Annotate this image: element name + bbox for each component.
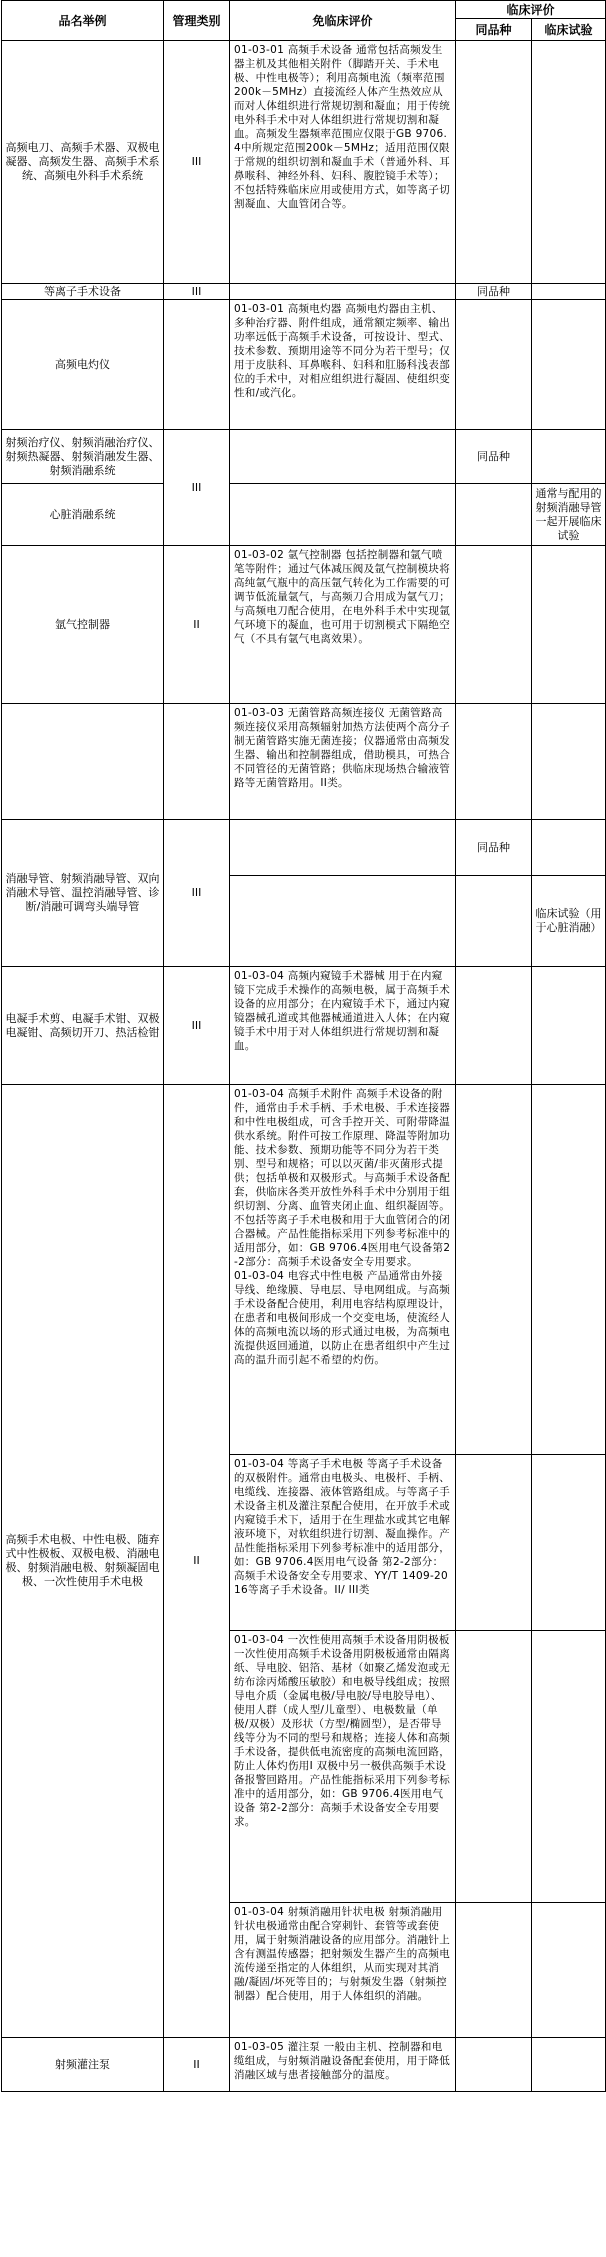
table-row [2, 484, 606, 546]
class-cell: II [164, 1085, 230, 2038]
clinical-trial-cell [532, 704, 606, 820]
header-name-examples: 品名举例 [2, 1, 164, 41]
class-cell: III [164, 41, 230, 284]
description-cell [230, 1631, 456, 1903]
description-text: 01-03-03 无菌管路高频连接仪 无菌管路高频连接仪采用高频辐射加热方法使两个高分子制无菌管路实施无菌连接；仪器通常由高频发生器、输出和控制器组成，借助模具，可热合不同管径的无菌管路；供临床现场热合输液管路等无菌管路用。II类。 [234, 707, 450, 789]
same-variety-cell [456, 704, 532, 820]
description-cell [230, 1903, 456, 2038]
table-row [2, 546, 606, 704]
class-cell: III [164, 284, 230, 300]
description-text: 01-03-04 射频消融用针状电极 射频消融用针状电极通常由配合穿刺针、套管等或套使用，属于射频消融设备的应用部分。消融针上含有测温传感器；把射频发生器产生的高频电流传递至指定的人体组织，从而实现对其消融/凝固/坏死等目的；与射频发生器（射频控制器）配合使用，用于人体组织的消融。 [234, 1906, 450, 2002]
class-cell [164, 704, 230, 820]
same-variety-cell [456, 876, 532, 967]
description-cell [230, 1455, 456, 1631]
same-variety-cell [456, 300, 532, 430]
clinical-trial-cell: 临床试验（用于心脏消融） [532, 876, 606, 967]
table-row [2, 430, 606, 484]
name-cell [2, 704, 164, 820]
name-cell: 高频电刀、高频手术器、双极电凝器、高频发生器、高频手术系统、高频电外科手术系统 [2, 41, 164, 284]
name-cell: 高频电灼仪 [2, 300, 164, 430]
table-row [2, 300, 606, 430]
clinical-evaluation-table [1, 0, 606, 2092]
table-row [2, 820, 606, 876]
description-cell [230, 41, 456, 284]
name-cell: 高频手术电极、中性电极、随弃式中性极板、双极电极、消融电极、射频消融电极、射频凝固电极、一次性使用手术电极 [2, 1085, 164, 2038]
class-cell: III [164, 430, 230, 546]
description-cell [230, 876, 456, 967]
same-variety-cell [456, 1631, 532, 1903]
clinical-trial-cell [532, 1455, 606, 1631]
name-cell: 电凝手术剪、电凝手术钳、双极电凝钳、高频切开刀、热活检钳 [2, 967, 164, 1085]
same-variety-cell [456, 1085, 532, 1455]
name-cell: 氩气控制器 [2, 546, 164, 704]
description-cell [230, 2038, 456, 2092]
same-variety-cell [456, 546, 532, 704]
same-variety-cell [456, 2038, 532, 2092]
description-cell [230, 704, 456, 820]
clinical-trial-cell: 通常与配用的射频消融导管一起开展临床试验 [532, 484, 606, 546]
table-row [2, 704, 606, 820]
same-variety-cell [456, 1455, 532, 1631]
class-cell: II [164, 2038, 230, 2092]
description-text: 01-03-01 高频手术设备 通常包括高频发生器主机及其他相关附件（脚踏开关、手术电极、中性电极等）；利用高频电流（频率范围200k－5MHz）直接流经人体产生热效应从而对人体组织进行常规切割和凝血；用于传统电外科手术中对人体组织进行常规切割和凝血。高频发生器频率范围应仅限于GB 9706.4中所规定范围200k－5MHz；适用范围仅限于常规的组织切割和凝血手术（普通外科、耳鼻喉科、神经外科、妇科、腹腔镜手术等）；不包括特殊临床应用或使用方式，如等离子切割凝血、大血管闭合等。 [234, 44, 450, 210]
description-text: 01-03-04 高频手术附件 高频手术设备的附件，通常由手术手柄、手术电极、手术连接器和中性电极组成，可含手控开关、可附带降温供水系统。附件可按工作原理、降温等附加功能、技术参数、预期功能等不同分为若干类别、型号和规格；可以以灭菌/非灭菌形式提供；包括单极和双极形式。与高频手术设备配套，供临床各类开放性外科手术中分别用于组织切割、分离、血管夹闭止血、组织凝固等。不包括等离子手术电极和用于大血管闭合的闭合器械。产品性能指标采用下列参考标准中的适用部分，如：GB 9706.4医用电气设备第2-2部分：高频手术设备安全专用要求。 01-03-04 电容式中性电极 产品通常由外接导线、绝缘膜、导电层、导电网组成。与高频手术设备配合使用，利用电容结构原理设计，在患者和电极间形成一个交变电场，使流经人体的高频电流以场的形式通过电极，为高频电流提供返回通道，以防止在患者组织中产生过高的温升而引起不希望的灼伤。 [234, 1088, 451, 1366]
description-text: 01-03-04 一次性使用高频手术设备用阴极板 一次性使用高频手术设备用阴极板通常由隔离纸、导电胶、铝箔、基材（如聚乙烯发泡或无纺布涂丙烯酸压敏胶）和电极导线组成；按照导电介质（金属电极/导电胶/导电胶导电）、使用人群（成人型/儿童型）、电极数量（单极/双极）及形状（方型/椭圆型），是否带导线等分为不同的型号和规格；连接人体和高频手术设备，提供低电流密度的高频电流回路，防止人体灼伤用I 双极中另一极供高频手术设备报警回路用。产品性能指标采用下列参考标准中的适用部分，如：GB 9706.4医用电气设备 第2-2部分：高频手术设备安全专用要求。 [234, 1634, 454, 1828]
description-text: 01-03-04 等离子手术电极 等离子手术设备的双极附件。通常由电极头、电极杆、手柄、电缆线、连接器、液体管路组成。与等离子手术设备主机及灌注泵配合使用，在开放手术或内窥镜手术下，适用于在生理盐水或其它电解液环境下，对软组织进行切割、凝血操作。产品性能指标采用下列参考标准中的适用部分，如：GB 9706.4医用电气设备 第2-2部分：高频手术设备安全专用要求、YY/T 1409-2016等离子手术设备。II/ III类 [234, 1458, 450, 1596]
class-cell: III [164, 967, 230, 1085]
table-row [2, 1085, 606, 1455]
clinical-trial-cell [532, 300, 606, 430]
description-text: 01-03-01 高频电灼器 高频电灼器由主机、多种治疗器、附件组成，通常额定频率、输出功率远低于高频手术设备，可按设计、型式、技术参数、预期用途等不同分为若干型号；仅用于皮肤科、耳鼻喉科、妇科和肛肠科浅表部位的手术中，对相应组织进行凝固、使组织变性和/或汽化。 [234, 303, 450, 399]
description-cell [230, 430, 456, 484]
table-row [2, 2038, 606, 2092]
clinical-trial-cell [532, 820, 606, 876]
clinical-trial-cell [532, 1903, 606, 2038]
same-variety-cell [456, 41, 532, 284]
description-cell [230, 484, 456, 546]
same-variety-cell [456, 967, 532, 1085]
clinical-trial-cell [532, 967, 606, 1085]
header-management-class: 管理类别 [164, 1, 230, 41]
table-row [2, 284, 606, 300]
same-variety-cell [456, 484, 532, 546]
name-cell: 心脏消融系统 [2, 484, 164, 546]
description-cell [230, 546, 456, 704]
header-clinical-trial: 临床试验 [532, 19, 606, 41]
clinical-trial-cell [532, 546, 606, 704]
name-cell: 射频治疗仪、射频消融治疗仪、射频热凝器、射频消融发生器、射频消融系统 [2, 430, 164, 484]
table-row [2, 41, 606, 284]
same-variety-cell [456, 1903, 532, 2038]
header-clinical-evaluation: 临床评价 [456, 1, 606, 19]
clinical-trial-cell [532, 41, 606, 284]
class-cell: II [164, 546, 230, 704]
table-header-row [2, 1, 606, 19]
same-variety-cell: 同品种 [456, 430, 532, 484]
description-cell [230, 820, 456, 876]
description-text: 01-03-04 高频内窥镜手术器械 用于在内窥镜下完成手术操作的高频电极，属于高频手术设备的应用部分；在内窥镜手术下，通过内窥镜器械孔道或其他器械通道进入人体；在内窥镜手术中用于对人体组织进行常规切割和凝血。 [234, 970, 450, 1052]
description-text: 01-03-02 氩气控制器 包括控制器和氩气喷笔等附件；通过气体减压阀及氩气控制模块将高纯氩气瓶中的高压氩气转化为工作需要的可调节低流量氩气，与高频刀合用成为氩气刀；与高频电刀配合使用，在电外科手术中实现氩气环境下的凝血，也可用于切割模式下隔绝空气（不具有氩气电离效果）。 [234, 549, 450, 645]
header-exempt-evaluation: 免临床评价 [230, 1, 456, 41]
clinical-trial-cell [532, 1631, 606, 1903]
name-cell: 消融导管、射频消融导管、双向消融术导管、温控消融导管、诊断/消融可调弯头端导管 [2, 820, 164, 967]
clinical-trial-cell [532, 1085, 606, 1455]
clinical-trial-cell [532, 2038, 606, 2092]
same-variety-cell: 同品种 [456, 284, 532, 300]
name-cell: 等离子手术设备 [2, 284, 164, 300]
clinical-trial-cell [532, 284, 606, 300]
class-cell [164, 300, 230, 430]
clinical-trial-cell [532, 430, 606, 484]
description-cell [230, 284, 456, 300]
description-cell [230, 1085, 456, 1455]
name-cell: 射频灌注泵 [2, 2038, 164, 2092]
description-cell [230, 967, 456, 1085]
table-row [2, 967, 606, 1085]
description-text: 01-03-05 灌注泵 一般由主机、控制器和电缆组成，与射频消融设备配套使用，用于降低消融区域与患者接触部分的温度。 [234, 2041, 450, 2081]
class-cell: III [164, 820, 230, 967]
same-variety-cell: 同品种 [456, 820, 532, 876]
description-cell [230, 300, 456, 430]
header-same-variety: 同品种 [456, 19, 532, 41]
